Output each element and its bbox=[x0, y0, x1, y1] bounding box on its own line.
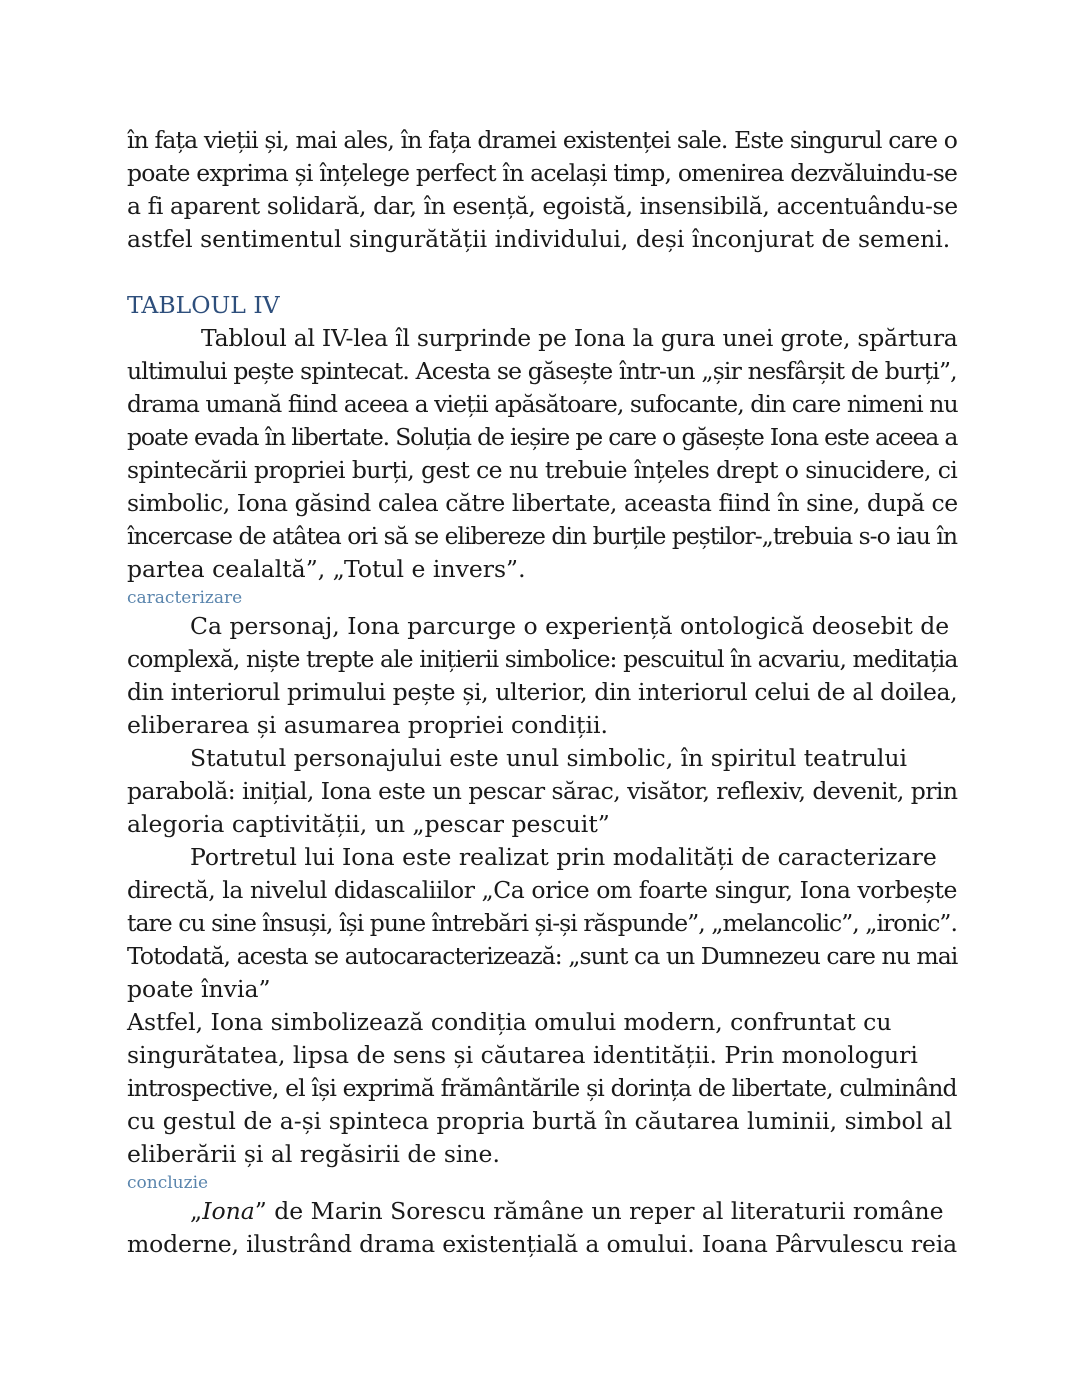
text-line: partea cealaltă”, „Totul e invers”. bbox=[127, 555, 526, 583]
intro-paragraph bbox=[127, 124, 957, 256]
text-line: poate învia” bbox=[127, 975, 271, 1003]
text-line: ultimului pește spintecat. Acesta se găsește într-un „șir nesfârșit de burți”, bbox=[127, 357, 957, 385]
text-line: parabolă: inițial, Iona este un pescar sărac, visător, reflexiv, devenit, prin bbox=[127, 777, 958, 805]
text-line: simbolic, Iona găsind calea către libertate, aceasta fiind în sine, după ce bbox=[127, 489, 958, 517]
text-line: Ca personaj, Iona parcurge o experiență ontologică deosebit de bbox=[190, 612, 950, 640]
text-line: poate exprima și înțelege perfect în același timp, omenirea dezvăluindu-se bbox=[127, 159, 958, 187]
text-line: Tabloul al IV-lea îl surprinde pe Iona la gura unei grote, spărtura bbox=[201, 324, 958, 352]
text-fragment: ” de Marin Sorescu rămâne un reper al literaturii române bbox=[254, 1197, 944, 1225]
text-line: Portretul lui Iona este realizat prin modalități de caracterizare bbox=[190, 843, 937, 871]
text-line: introspective, el își exprimă frământările și dorința de libertate, culminând bbox=[127, 1074, 957, 1102]
text-line: a fi aparent solidară, dar, în esență, egoistă, insensibilă, accentuându-se bbox=[127, 192, 958, 220]
section-heading-tablou-iv: TABLOUL IV bbox=[127, 291, 280, 319]
tablou-iv-paragraph bbox=[127, 322, 957, 586]
text-line: eliberarea și asumarea propriei condiții. bbox=[127, 711, 608, 739]
caracterizare-paragraph-4 bbox=[127, 1006, 957, 1171]
text-line: în fața vieții și, mai ales, în fața dramei existenței sale. Este singurul care o bbox=[127, 126, 958, 154]
text-line: spintecării propriei burți, gest ce nu trebuie înțeles drept o sinucidere, ci bbox=[127, 456, 958, 484]
section-label-concluzie: concluzie bbox=[127, 1173, 209, 1193]
text-line: cu gestul de a-și spinteca propria burtă în căutarea luminii, simbol al bbox=[127, 1107, 953, 1135]
text-line: eliberării și al regăsirii de sine. bbox=[127, 1140, 500, 1168]
text-line: tare cu sine însuși, își pune întrebări și-și răspunde”, „melancolic”, „ironic”. bbox=[127, 909, 957, 937]
text-line: complexă, niște trepte ale inițierii simbolice: pescuitul în acvariu, meditația bbox=[127, 645, 958, 673]
text-line: poate evada în libertate. Soluția de ieșire pe care o găsește Iona este aceea a bbox=[127, 423, 958, 451]
caracterizare-paragraph-2 bbox=[127, 742, 957, 841]
text-line: astfel sentimentul singurătății individului, deși înconjurat de semeni. bbox=[127, 225, 951, 253]
section-label-caracterizare: caracterizare bbox=[127, 588, 243, 608]
quote-open: „ bbox=[190, 1197, 203, 1225]
spacer bbox=[127, 256, 957, 289]
text-line: singurătatea, lipsa de sens și căutarea identității. Prin monologuri bbox=[127, 1041, 918, 1069]
caracterizare-paragraph-1 bbox=[127, 610, 957, 742]
concluzie-paragraph bbox=[127, 1195, 957, 1261]
text-line: Astfel, Iona simbolizează condiția omului modern, confruntat cu bbox=[127, 1008, 892, 1036]
text-line: Statutul personajului este unul simbolic, în spiritul teatrului bbox=[190, 744, 908, 772]
text-line: moderne, ilustrând drama existențială a omului. Ioana Pârvulescu reia bbox=[127, 1230, 957, 1258]
text-line: directă, la nivelul didascaliilor „Ca orice om foarte singur, Iona vorbește bbox=[127, 876, 957, 904]
caracterizare-paragraph-3 bbox=[127, 841, 957, 1006]
text-line bbox=[127, 1195, 957, 1228]
text-line: alegoria captivității, un „pescar pescuit” bbox=[127, 810, 610, 838]
text-line: Totodată, acesta se autocaracterizează: „sunt ca un Dumnezeu care nu mai bbox=[127, 942, 958, 970]
text-line: drama umană fiind aceea a vieții apăsătoare, sufocante, din care nimeni nu bbox=[127, 390, 958, 418]
text-line: din interiorul primului pește și, ulterior, din interiorul celui de al doilea, bbox=[127, 678, 958, 706]
document-page bbox=[127, 124, 957, 1261]
text-line: încercase de atâtea ori să se elibereze din burțile peștilor-„trebuia s-o iau în bbox=[127, 522, 957, 550]
work-title: Iona bbox=[202, 1197, 255, 1225]
